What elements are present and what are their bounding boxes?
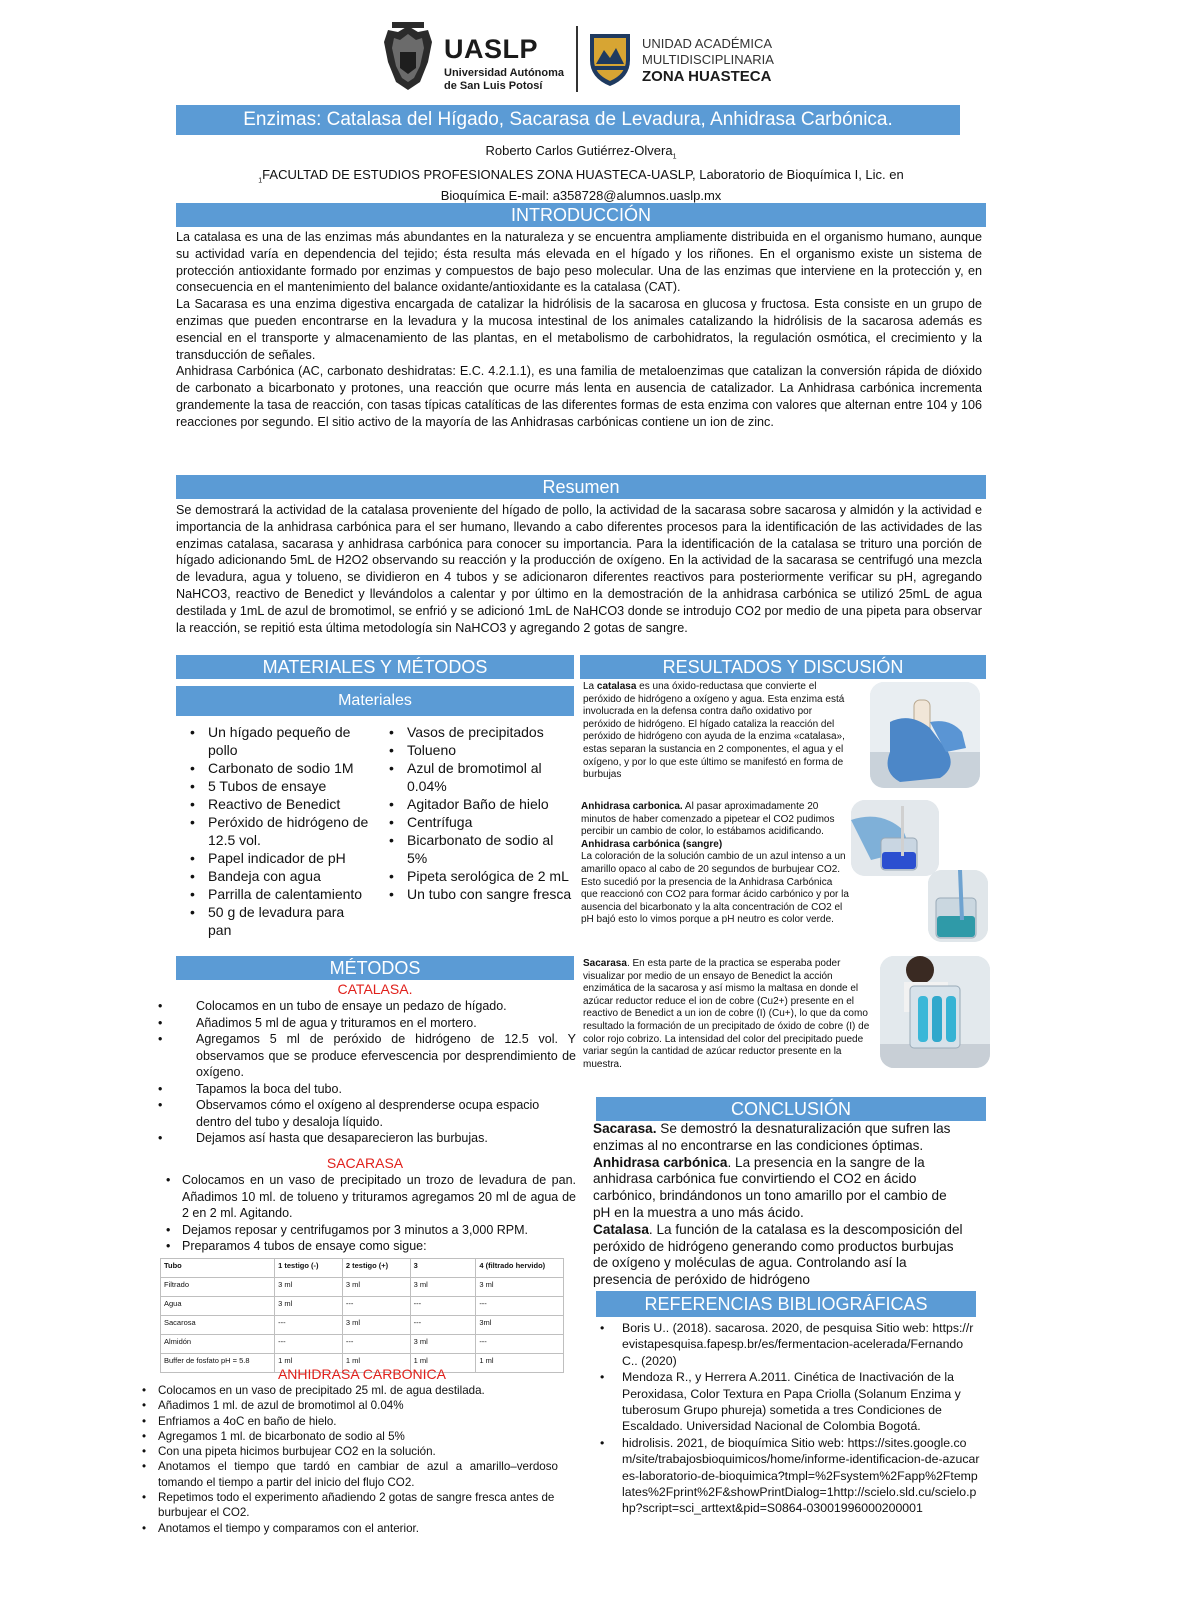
zona-huasteca-logo xyxy=(586,30,806,92)
intro-heading: INTRODUCCIÓN xyxy=(176,203,986,227)
anhidrasa-step: • Repetimos todo el experimento añadiendo 2 gotas de sangre fresca antes de burbujear el CO2. xyxy=(142,1491,555,1520)
catalasa-step: • Observamos cómo el oxígeno al desprenderse ocupa espacio dentro del tubo y desaloja líquido. xyxy=(158,1098,540,1129)
table-row xyxy=(161,1297,564,1316)
tubes-table xyxy=(160,1258,564,1373)
tubes-table-wrapper xyxy=(160,1258,564,1373)
table-header-cell: 2 testigo (+) xyxy=(342,1259,410,1278)
sacarasa-step: • Colocamos en un vaso de precipitado un trozo de levadura de pan. Añadimos 10 ml. de tolueno y trituramos agregamos 20 ml de agua de 2 en 2 ml. Agitando. xyxy=(166,1173,576,1220)
materials-list-2 xyxy=(383,723,573,903)
material-item: • Parrilla de calentamiento xyxy=(184,885,370,903)
table-row xyxy=(161,1316,564,1335)
anhidrasa-step: • Con una pipeta hicimos burbujear CO2 en la solución. xyxy=(142,1445,436,1459)
material-item: • Un hígado pequeño de pollo xyxy=(184,723,370,759)
table-cell: --- xyxy=(275,1335,343,1354)
material-item: • Papel indicador de pH xyxy=(184,849,370,867)
material-item: • Tolueno xyxy=(383,741,573,759)
table-cell: 3 ml xyxy=(275,1297,343,1316)
anhidrasa-step: • Enfriamos a 4oC en baño de hielo. xyxy=(142,1414,337,1428)
result-catalasa: La catalasa es una óxido-reductasa que convierte el peróxido de hidrógeno a oxígeno y agua. Esta enzima está involucrada en la defensa contra daño oxidativo por peróxido de hidrógeno. El hígado cataliza la reacción del peróxido de hidrógeno con ayuda de la enzima «catalasa», estas separan la sustancia en 2 componentes, el agua y el oxígeno, y por lo que este último se manifestó en forma de burbujas xyxy=(583,681,845,781)
anhidrasa-step: • Añadimos 1 ml. de azul de bromotimol al 0.04% xyxy=(142,1399,404,1413)
affiliation-line-1: FACULTAD DE ESTUDIOS PROFESIONALES ZONA HUASTECA-UASLP, Laboratorio de Bioquímica I, Lic. en xyxy=(262,167,904,182)
catalasa-step: • Colocamos en un tubo de ensaye un pedazo de hígado. xyxy=(158,999,507,1013)
reference-item: • hidrolisis. 2021, de bioquímica Sitio web: https://sites.google.com/site/trabajosbioquimicos/home/informe-identificacion-de-azucares-laboratorio-de-bioquimica?tmpl=%2Fsystem%2Fapp%2Ftemplates%2Fprint%2F&showPrintDialog=1http://scielo.sld.cu/scielo.php?script=sci_arttext&pid=S0864-03001996000200001 xyxy=(600,1435,980,1516)
photo-anhidrasa-beaker xyxy=(851,800,939,876)
conclusion-heading: CONCLUSIÓN xyxy=(596,1097,986,1121)
material-item: • Centrífuga xyxy=(383,813,573,831)
table-cell: 1 ml xyxy=(275,1354,343,1373)
table-cell: 3ml xyxy=(476,1316,564,1335)
catalasa-method-title: CATALASA. xyxy=(337,981,413,997)
sacarasa-method-title: SACARASA xyxy=(326,1155,404,1171)
intro-body xyxy=(176,229,982,431)
result-sacarasa: Sacarasa. En esta parte de la practica se esperaba poder visualizar por medio de un ensayo de Benedict la acción enzimática de la sacarosa y así mismo la maltasa en donde el azúcar reductor reduce el ion de cobre (Cu2+) presente en el reactivo de Benedict a un ion de cobre (I) (Cu+), lo que da como resultado la formación de un precipitado de óxido de cobre (I) de color rojo cobrizo. La intensidad del color del precipitado puede variar según la cantidad de azúcar reductor presente en la muestra. xyxy=(583,958,870,1070)
table-cell: Agua xyxy=(161,1297,275,1316)
metodos-heading: MÉTODOS xyxy=(176,956,574,980)
table-header-cell: 3 xyxy=(410,1259,476,1278)
resumen-body: Se demostrará la actividad de la catalasa proveniente del hígado de pollo, la actividad de la sacarasa sobre sacarosa y almidón y la actividad e importancia de la anhidrasa carbónica para el ser humano, llevando a cabo diferentes procesos para la identificación de las actividades de las enzimas catalasa, sacarasa y anhidrasa carbónica para conocer su importancia. Para la identificación de la catalasa se trituro una porción de hígado adicionando 5mL de H2O2 observando su reacción y la producción de oxígeno. En la actividad de la sacarasa se centrifugó una mezcla de levadura, agua y tolueno, se dividieron en 4 tubos y se adicionaron diferentes reactivos para posteriormente verificar su pH, agregando NaHCO3, reactivo de Benedict y llevándolos a calentar y por último en la demostración de la anhidrasa carbónica se utilizó 25mL de agua destilada y 1mL de azul de bromotimol, se enfrió y se adicionó 1mL de NaHCO3 donde se introdujo CO2 por medio de una pipeta para observar la reacción, se repitió esta última metodología sin NaHCO3 y agregando 2 gotas de sangre. xyxy=(176,503,982,635)
shield-icon xyxy=(586,30,634,88)
catalasa-step: • Dejamos así hasta que desaparecieron las burbujas. xyxy=(158,1131,488,1145)
material-item: • 5 Tubos de ensaye xyxy=(184,777,370,795)
unit-line-1: UNIDAD ACADÉMICA xyxy=(642,36,773,51)
affiliation-line-2: Bioquímica E-mail: a358728@alumnos.uaslp.mx xyxy=(440,187,722,203)
table-cell: Almidón xyxy=(161,1335,275,1354)
anhidrasa-step: • Colocamos en un vaso de precipitado 25 ml. de agua destilada. xyxy=(142,1384,485,1397)
material-item: • Reactivo de Benedict xyxy=(184,795,370,813)
result-anhidrasa: Anhidrasa carbonica. Al pasar aproximadamente 20 minutos de haber comenzado a pipetear el CO2 pudimos percibir un cambio de color, lo estábamos acidificando. Anhidrasa carbónica (sangre) La coloración de la solución cambio de un azul intenso a un amarillo opaco al cabo de 20 segundos de burbujear CO2. Esto sucedió por la presencia de la Anhidrasa Carbónica que reaccionó con CO2 para formar ácido carbónico y por la ausencia del bicarbonato y la alta concentración de CO2 el pH bajó esto lo vimos porque a pH neutro es color verde. xyxy=(581,801,849,926)
resumen-heading: Resumen xyxy=(176,475,986,499)
uaslp-subtitle-2: de San Luis Potosí xyxy=(444,80,543,92)
unit-line-3: ZONA HUASTECA xyxy=(642,68,772,85)
table-row xyxy=(161,1335,564,1354)
referencias-heading: REFERENCIAS BIBLIOGRÁFICAS xyxy=(596,1291,976,1317)
material-item: • Vasos de precipitados xyxy=(383,723,573,741)
table-header-cell: 1 testigo (-) xyxy=(275,1259,343,1278)
anhidrasa-method-title: ANHIDRASA CARBONICA xyxy=(277,1366,447,1382)
sacarasa-step: • Preparamos 4 tubos de ensaye como sigue: xyxy=(166,1239,427,1253)
photo-anhidrasa-sangre xyxy=(928,870,988,942)
material-item: • Peróxido de hidrógeno de 12.5 vol. xyxy=(184,813,370,849)
materials-list-1 xyxy=(184,723,370,939)
sacarasa-step: • Dejamos reposar y centrifugamos por 3 minutos a 3,000 RPM. xyxy=(166,1222,528,1237)
catalasa-steps xyxy=(150,998,576,1147)
affiliation xyxy=(176,168,986,203)
material-item: • Pipeta serológica de 2 mL xyxy=(383,867,573,885)
anhidrasa-step: • Agregamos 1 ml. de bicarbonato de sodio al 5% xyxy=(142,1429,405,1443)
conclusion-catalasa: Catalasa. La función de la catalasa es la descomposición del peróxido de hidrógeno generando como productos burbujas de oxígeno y moléculas de agua. Controlando así la presencia de peróxido de hidrógeno xyxy=(593,1221,963,1288)
table-cell: --- xyxy=(342,1335,410,1354)
material-item: • Bandeja con agua xyxy=(184,867,370,885)
material-item: • Carbonato de sodio 1M xyxy=(184,759,370,777)
references-list xyxy=(596,1320,980,1517)
table-cell: 1 ml xyxy=(342,1354,410,1373)
anhidrasa-step: • Anotamos el tiempo y comparamos con el anterior. xyxy=(142,1521,419,1535)
catalasa-step: • Tapamos la boca del tubo. xyxy=(158,1081,342,1096)
uaslp-logo xyxy=(378,22,568,94)
table-header-cell: 4 (filtrado hervido) xyxy=(476,1259,564,1278)
sacarasa-steps xyxy=(160,1172,576,1255)
reference-item: • Boris U.. (2018). sacarosa. 2020, de pesquisa Sitio web: https://revistapesquisa.fapesp.br/es/fermentacion-acelerada/Fernando C.. (2020) xyxy=(600,1321,974,1368)
uaslp-subtitle-1: Universidad Autónoma xyxy=(444,67,564,79)
catalasa-step: • Agregamos 5 ml de peróxido de hidrógeno de 12.5 vol. Y observamos que se produce efervescencia por desprendimiento de oxígeno. xyxy=(158,1032,576,1079)
anhidrasa-steps xyxy=(138,1383,558,1536)
uaslp-name: UASLP xyxy=(444,34,539,64)
table-cell: --- xyxy=(342,1297,410,1316)
intro-paragraph-catalasa: La catalasa es una de las enzimas más abundantes en la naturaleza y se encuentra ampliamente distribuida en el organismo humano, aunque su actividad varía en dependencia del tejido; ésta resulta más elevada en el hígado y los riñones. En el organismo existe un sistema de protección antioxidante formado por enzimas y compuestos de bajo peso molecular. Una de las enzimas que interviene en la protección y, en consecuencia en el mantenimiento del balance oxidante/antioxidante es la catalasa (CAT). xyxy=(176,230,982,295)
materiales-subheading: Materiales xyxy=(176,686,574,716)
intro-paragraph-anhidrasa: Anhidrasa Carbónica (AC, carbonato deshidratas: E.C. 4.2.1.1), es una familia de metaloenzimas que catalizan la conversión rápida de dióxido de carbonato a bicarbonato y protones, una reacción que ocurre más lenta en ausencia de catalizador. La Anhidrasa carbónica incrementa grandemente la tasa de reacción, con tasas típicas catalíticas de las diferentes formas de esta enzima con valores que alternan entre 104 y 106 reacciones por segundo. El sitio activo de la mayoría de las Anhidrasas carbónicas contiene un ion de zinc. xyxy=(176,364,982,429)
table-cell: --- xyxy=(476,1297,564,1316)
catalasa-step: • Añadimos 5 ml de agua y trituramos en el mortero. xyxy=(158,1015,477,1030)
material-item: • Agitador Baño de hielo xyxy=(383,795,573,813)
table-cell: --- xyxy=(410,1297,476,1316)
intro-paragraph-sacarasa: La Sacarasa es una enzima digestiva encargada de catalizar la hidrólisis de la sacarosa en glucosa y fructosa. Esta consiste en un grupo de enzimas que pueden encontrarse en la levadura y la mucosa intestinal de los animales catalizando la hidrólisis de la sacarosa además es esencial en el transporte y almacenamiento de las plantas, en el metabolismo de carbohidratos, la regulación osmótica, el crecimiento y la transducción de señales. xyxy=(176,297,982,362)
author-line xyxy=(176,143,986,161)
table-cell: Filtrado xyxy=(161,1278,275,1297)
conclusion-anhidrasa: Anhidrasa carbónica. La presencia en la sangre de la anhidrasa carbónica fue convirtiendo el CO2 en ácido carbónico, brindándonos un tono amarillo por el cambio de pH en la muestra a uno más ácido. xyxy=(593,1154,947,1220)
material-item: • 50 g de levadura para pan xyxy=(184,903,370,939)
table-row xyxy=(161,1278,564,1297)
resultados-heading: RESULTADOS Y DISCUSIÓN xyxy=(580,655,986,679)
table-cell: 3 ml xyxy=(342,1316,410,1335)
table-cell: 1 ml xyxy=(476,1354,564,1373)
logo-divider xyxy=(576,26,578,92)
material-item: • Bicarbonato de sodio al 5% xyxy=(383,831,573,867)
unit-line-2: MULTIDISCIPLINARIA xyxy=(642,52,774,67)
table-cell: Sacarosa xyxy=(161,1316,275,1335)
table-header-row xyxy=(161,1259,564,1278)
table-cell: 3 ml xyxy=(342,1278,410,1297)
table-cell: --- xyxy=(275,1316,343,1335)
material-item: • Un tubo con sangre fresca xyxy=(383,885,573,903)
photo-sacarasa-tubes xyxy=(880,956,990,1068)
table-cell: 3 ml xyxy=(476,1278,564,1297)
table-cell: --- xyxy=(476,1335,564,1354)
conclusion-body xyxy=(593,1121,965,1289)
anhidrasa-step: • Anotamos el tiempo que tardó en cambiar de azul a amarillo–verdoso tomando el tiempo a partir del inicio del flujo CO2. xyxy=(142,1460,558,1489)
material-item: • Azul de bromotimol al 0.04% xyxy=(383,759,573,795)
uaslp-crest-icon xyxy=(378,22,438,94)
table-header-cell: Tubo xyxy=(161,1259,275,1278)
conclusion-sacarasa: Sacarasa. Se demostró la desnaturalización que sufren las enzimas al no encontrarse en las condiciones óptimas. xyxy=(593,1121,951,1153)
author-name: Roberto Carlos Gutiérrez-Olvera xyxy=(485,143,673,158)
table-cell: 3 ml xyxy=(275,1278,343,1297)
table-cell: 3 ml xyxy=(410,1278,476,1297)
table-cell: 3 ml xyxy=(410,1335,476,1354)
photo-catalasa-tube xyxy=(870,682,980,788)
poster-title: Enzimas: Catalasa del Hígado, Sacarasa de Levadura, Anhidrasa Carbónica. xyxy=(176,105,960,135)
affiliation-sup: 1 xyxy=(258,177,263,185)
table-cell: 1 ml xyxy=(410,1354,476,1373)
materiales-metodos-heading: MATERIALES Y MÉTODOS xyxy=(176,655,574,679)
reference-item: • Mendoza R., y Herrera A.2011. Cinética de Inactivación de la Peroxidasa, Color Textura en Papa Criolla (Solanum Enzima y tuberosum Grupo phureja) sometida a tres Condiciones de Escaldado. Universidad Nacional de Colombia Bogotá. xyxy=(600,1370,961,1434)
table-cell: Buffer de fosfato pH = 5.8 xyxy=(161,1354,275,1373)
author-sup: 1 xyxy=(672,153,677,161)
table-cell: --- xyxy=(410,1316,476,1335)
